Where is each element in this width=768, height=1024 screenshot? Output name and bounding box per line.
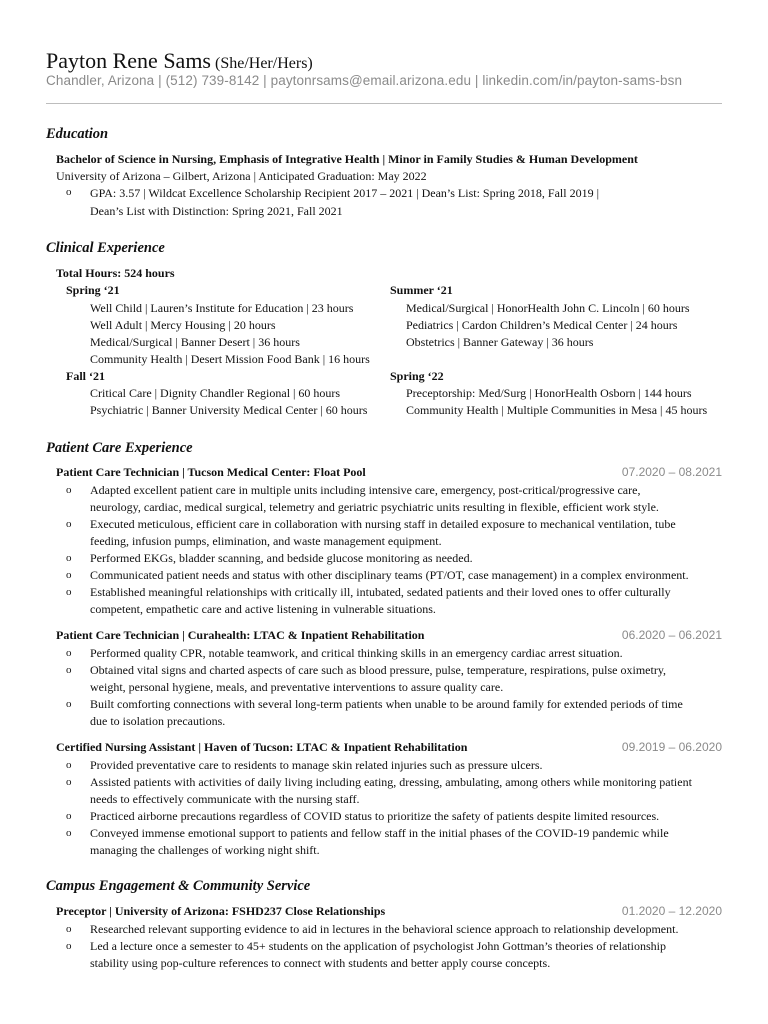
rotation-item: Well Child | Lauren’s Institute for Education | 23 hours bbox=[90, 301, 354, 315]
education-bullet-line: Dean’s List with Distinction: Spring 2021, Fall 2021 bbox=[90, 204, 343, 218]
bullet-marker: o bbox=[66, 552, 72, 564]
job-title: Patient Care Technician | Tucson Medical Center: Float Pool bbox=[56, 465, 366, 479]
bullet-marker: o bbox=[66, 827, 72, 839]
section-title-clinical: Clinical Experience bbox=[46, 240, 165, 256]
bullet-text: Adapted excellent patient care in multiple units including intensive care, emergency, post-critical/progressive care, bbox=[90, 483, 641, 497]
bullet-text: Performed EKGs, bladder scanning, and bedside glucose monitoring as needed. bbox=[90, 551, 473, 565]
job-title: Patient Care Technician | Curahealth: LTAC & Inpatient Rehabilitation bbox=[56, 628, 425, 642]
school: University of Arizona – Gilbert, Arizona | Anticipated Graduation: May 2022 bbox=[56, 169, 427, 183]
bullet-text: Obtained vital signs and charted aspects of care such as blood pressure, pulse, temperature, respirations, pulse oximetry, bbox=[90, 663, 667, 677]
contact-line: Chandler, Arizona | (512) 739-8142 | paytonrsams@email.arizona.edu | linkedin.com/in/payton-sams-bsn bbox=[46, 73, 683, 88]
bullet-text: managing the challenges of working night shift. bbox=[90, 843, 320, 857]
bullet-text: Researched relevant supporting evidence to aid in lectures in the behavioral science approach to relationship development. bbox=[90, 922, 679, 936]
bullet-marker: o bbox=[66, 664, 72, 676]
bullet-marker: o bbox=[66, 518, 72, 530]
pronouns: (She/Her/Hers) bbox=[215, 55, 313, 72]
bullet-marker: o bbox=[66, 569, 72, 581]
bullet-text: Built comforting connections with several long-term patients when unable to be around family for extended periods of time bbox=[90, 697, 683, 711]
bullet-text: stability using pop-culture references to connect with students and better apply course concepts. bbox=[90, 956, 551, 970]
rotation-item: Medical/Surgical | Banner Desert | 36 hours bbox=[90, 335, 300, 349]
term-label: Fall ‘21 bbox=[66, 369, 105, 383]
rotation-item: Pediatrics | Cardon Children’s Medical Center | 24 hours bbox=[406, 318, 678, 332]
bullet-marker: o bbox=[66, 186, 72, 198]
education-bullet-line: GPA: 3.57 | Wildcat Excellence Scholarship Recipient 2017 – 2021 | Dean’s List: Spring 2018, Fall 2019 | bbox=[90, 186, 599, 200]
term-label: Summer ‘21 bbox=[390, 283, 453, 297]
total-hours: Total Hours: 524 hours bbox=[56, 266, 175, 280]
rotation-item: Community Health | Desert Mission Food Bank | 16 hours bbox=[90, 352, 370, 366]
bullet-text: weight, personal hygiene, meals, and preventative interventions to assure quality care. bbox=[90, 680, 504, 694]
bullet-marker: o bbox=[66, 698, 72, 710]
job-dates: 06.2020 – 06.2021 bbox=[621, 628, 722, 642]
bullet-marker: o bbox=[66, 586, 72, 598]
bullet-text: Assisted patients with activities of daily living including eating, dressing, ambulating, among others while monitoring patient bbox=[90, 775, 692, 789]
job-title: Preceptor | University of Arizona: FSHD237 Close Relationships bbox=[56, 904, 386, 918]
bullet-marker: o bbox=[66, 810, 72, 822]
header-divider bbox=[46, 103, 722, 104]
bullet-marker: o bbox=[66, 759, 72, 771]
rotation-item: Critical Care | Dignity Chandler Regional | 60 hours bbox=[90, 386, 341, 400]
bullet-text: Performed quality CPR, notable teamwork, and critical thinking skills in an emergency cardiac arrest situation. bbox=[90, 646, 623, 660]
section-title-patient-care: Patient Care Experience bbox=[46, 440, 193, 456]
term-label: Spring ‘22 bbox=[390, 369, 444, 383]
bullet-text: Executed meticulous, efficient care in collaboration with nursing staff in detailed exposure to mechanical ventilation, tube bbox=[90, 517, 676, 531]
bullet-marker: o bbox=[66, 647, 72, 659]
bullet-text: needs to effectively communicate with the nursing staff. bbox=[90, 792, 360, 806]
bullet-text: Communicated patient needs and status with other disciplinary teams (PT/OT, case management) in a complex environment. bbox=[90, 568, 689, 582]
bullet-text: competent, empathetic care and active listening in vulnerable situations. bbox=[90, 602, 436, 616]
bullet-text: Practiced airborne precautions regardless of COVID status to prioritize the safety of patients despite limited resources. bbox=[90, 809, 660, 823]
job-title: Certified Nursing Assistant | Haven of Tucson: LTAC & Inpatient Rehabilitation bbox=[56, 740, 468, 754]
section-title-campus: Campus Engagement & Community Service bbox=[46, 878, 311, 894]
rotation-item: Community Health | Multiple Communities in Mesa | 45 hours bbox=[406, 403, 708, 417]
bullet-text: Provided preventative care to residents to manage skin related injuries such as pressure ulcers. bbox=[90, 758, 543, 772]
bullet-text: Led a lecture once a semester to 45+ students on the application of psychologist John Gottman’s theories of relationship bbox=[90, 939, 666, 953]
bullet-text: Conveyed immense emotional support to patients and fellow staff in the initial phases of the COVID-19 pandemic while bbox=[90, 826, 669, 840]
rotation-item: Well Adult | Mercy Housing | 20 hours bbox=[90, 318, 276, 332]
bullet-marker: o bbox=[66, 923, 72, 935]
bullet-text: Established meaningful relationships with critically ill, intubated, sedated patients and their loved ones to offer culturally bbox=[90, 585, 671, 599]
name-line bbox=[46, 48, 313, 74]
job-dates: 07.2020 – 08.2021 bbox=[621, 465, 722, 479]
bullet-text: due to isolation precautions. bbox=[90, 714, 226, 728]
rotation-item: Preceptorship: Med/Surg | HonorHealth Osborn | 144 hours bbox=[406, 386, 692, 400]
bullet-text: neurology, cardiac, medical surgical, telemetry and geriatric psychiatric units resulting in flexible, efficient work style. bbox=[90, 500, 659, 514]
bullet-marker: o bbox=[66, 940, 72, 952]
job-dates: 01.2020 – 12.2020 bbox=[621, 904, 722, 918]
term-label: Spring ‘21 bbox=[66, 283, 120, 297]
job-dates: 09.2019 – 06.2020 bbox=[621, 740, 722, 754]
rotation-item: Psychiatric | Banner University Medical Center | 60 hours bbox=[90, 403, 368, 417]
rotation-item: Obstetrics | Banner Gateway | 36 hours bbox=[406, 335, 594, 349]
rotation-item: Medical/Surgical | HonorHealth John C. Lincoln | 60 hours bbox=[406, 301, 690, 315]
degree: Bachelor of Science in Nursing, Emphasis of Integrative Health | Minor in Family Studies & Human Development bbox=[56, 152, 638, 166]
section-title-education: Education bbox=[46, 126, 109, 142]
bullet-marker: o bbox=[66, 484, 72, 496]
bullet-text: feeding, infusion pumps, elimination, and waste management equipment. bbox=[90, 534, 442, 548]
bullet-marker: o bbox=[66, 776, 72, 788]
candidate-name: Payton Rene Sams bbox=[46, 48, 211, 73]
